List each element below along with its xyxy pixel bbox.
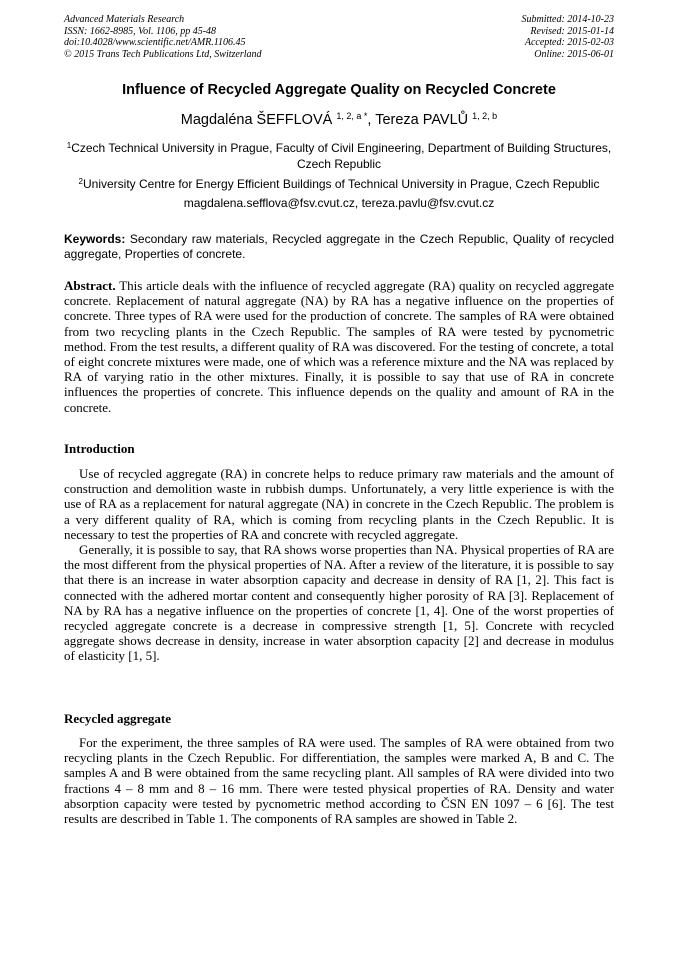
- affiliation-1: [64, 138, 614, 172]
- recycled-aggregate-paragraph-1: For the experiment, the three samples of RA were used. The samples of RA were obtained from two recycling plants in the Czech Republic. For differentiation, the samples were marked A, B and C. The samples A and B were obtained from the same recycling plant. All samples of RA were divided into two fractions 4 – 8 mm and 8 – 16 mm. There were tested physical properties of RA. Density and water absorption capacity were tested by pycnometric method according to ČSN EN 1097 – 6 [6]. The test results are described in Table 1. The components of RA samples are showed in Table 2.: [64, 735, 614, 827]
- abstract-text: This article deals with the influence of recycled aggregate (RA) quality on recycled aggregate concrete. Replacement of natural aggregate (NA) by RA has a negative influence on the properties of concrete. Three types of RA were used for the production of concrete. The samples of RA were obtained from two recycling plants in the Czech Republic. The samples of RA were tested by pycnometric method. From the test results, a different quality of RA was discovered. For the testing of concrete, a total of eight concrete mixtures were made, one of which was a reference mixture and the NA was replaced by RA of varying ratio in the other mixtures. Finally, it is possible to say that use of RA in concrete influences the properties of concrete. This influence depends on the quality and amount of RA in the concrete.: [64, 278, 615, 415]
- affiliation-2-number: 2: [78, 177, 83, 186]
- date-revised: Revised: 2015-01-14: [530, 25, 614, 37]
- affiliation-2: [64, 174, 614, 192]
- author-2-name: Tereza PAVLŮ: [375, 112, 469, 128]
- keywords: [64, 232, 614, 262]
- keywords-text: Secondary raw materials, Recycled aggregate in the Czech Republic, Quality of recycled aggregate, Properties of concrete.: [64, 232, 614, 261]
- introduction-paragraph-1: Use of recycled aggregate (RA) in concrete helps to reduce primary raw materials and the amount of construction and demolition waste in rubbish dumps. Unfortunately, a very little experience is with the use of RA as a replacement for natural aggregate (NA) in concrete in the Czech Republic. The problem is a very different quality of RA, which is coming from recycling plants in the Czech Republic. It is necessary to test the properties of RA and concrete with recycled aggregate.: [64, 466, 614, 542]
- paper-title: Influence of Recycled Aggregate Quality on Recycled Concrete: [122, 82, 556, 98]
- introduction-section: [64, 466, 614, 664]
- introduction-paragraph-2: Generally, it is possible to say, that RA shows worse properties than NA. Physical properties of RA are the most different from the physical properties of NA. After a review of the literature, it is possible to say that there is an increase in water absorption capacity and decrease in density of RA [1, 2]. This fact is connected with the adhered mortar content and consequently higher porosity of RA [3]. Replacement of NA by RA has a negative influence on the properties of concrete [1, 4]. One of the worst properties of recycled aggregate concrete is a decrease in compressive strength [1, 5]. Concrete with recycled aggregate shows decrease in density, increase in water absorption capacity [2] and decrease in modulus of elasticity [1, 5].: [64, 542, 614, 664]
- date-accepted: Accepted: 2015-02-03: [524, 37, 614, 48]
- author-2-affiliation-marks: 1, 2, b: [472, 111, 498, 121]
- date-submitted: Submitted: 2014-10-23: [521, 14, 614, 25]
- abstract: [64, 278, 614, 415]
- abstract-label: Abstract.: [64, 278, 116, 293]
- journal-issn: ISSN: 1662-8985, Vol. 1106, pp 45-48: [64, 25, 217, 37]
- keywords-label: Keywords:: [64, 232, 126, 246]
- affiliation-1-number: 1: [66, 141, 72, 150]
- recycled-aggregate-heading: Recycled aggregate: [64, 711, 171, 726]
- author-separator: ,: [367, 112, 372, 128]
- affiliation-2-text: University Centre for Energy Efficient Buildings of Technical University in Prague, Czech Republic: [82, 177, 600, 191]
- author-emails: magdalena.sefflova@fsv.cvut.cz, tereza.pavlu@fsv.cvut.cz: [183, 196, 495, 210]
- date-online: Online: 2015-06-01: [534, 48, 614, 60]
- author-line: [40, 111, 638, 128]
- affiliation-1-text: Czech Technical University in Prague, Faculty of Civil Engineering, Department of Building Structures, Czech Republic: [71, 141, 612, 171]
- introduction-heading: Introduction: [64, 441, 135, 456]
- journal-copyright: © 2015 Trans Tech Publications Ltd, Switzerland: [64, 48, 262, 60]
- author-1-affiliation-marks: 1, 2, a *: [336, 111, 368, 121]
- journal-name: Advanced Materials Research: [64, 14, 185, 25]
- journal-header-left: [64, 14, 262, 60]
- journal-header-right: [522, 14, 615, 60]
- author-1-name: Magdaléna ŠEFFLOVÁ: [180, 112, 333, 128]
- recycled-aggregate-section: [64, 735, 614, 826]
- journal-doi: doi:10.4028/www.scientific.net/AMR.1106.45: [64, 37, 246, 48]
